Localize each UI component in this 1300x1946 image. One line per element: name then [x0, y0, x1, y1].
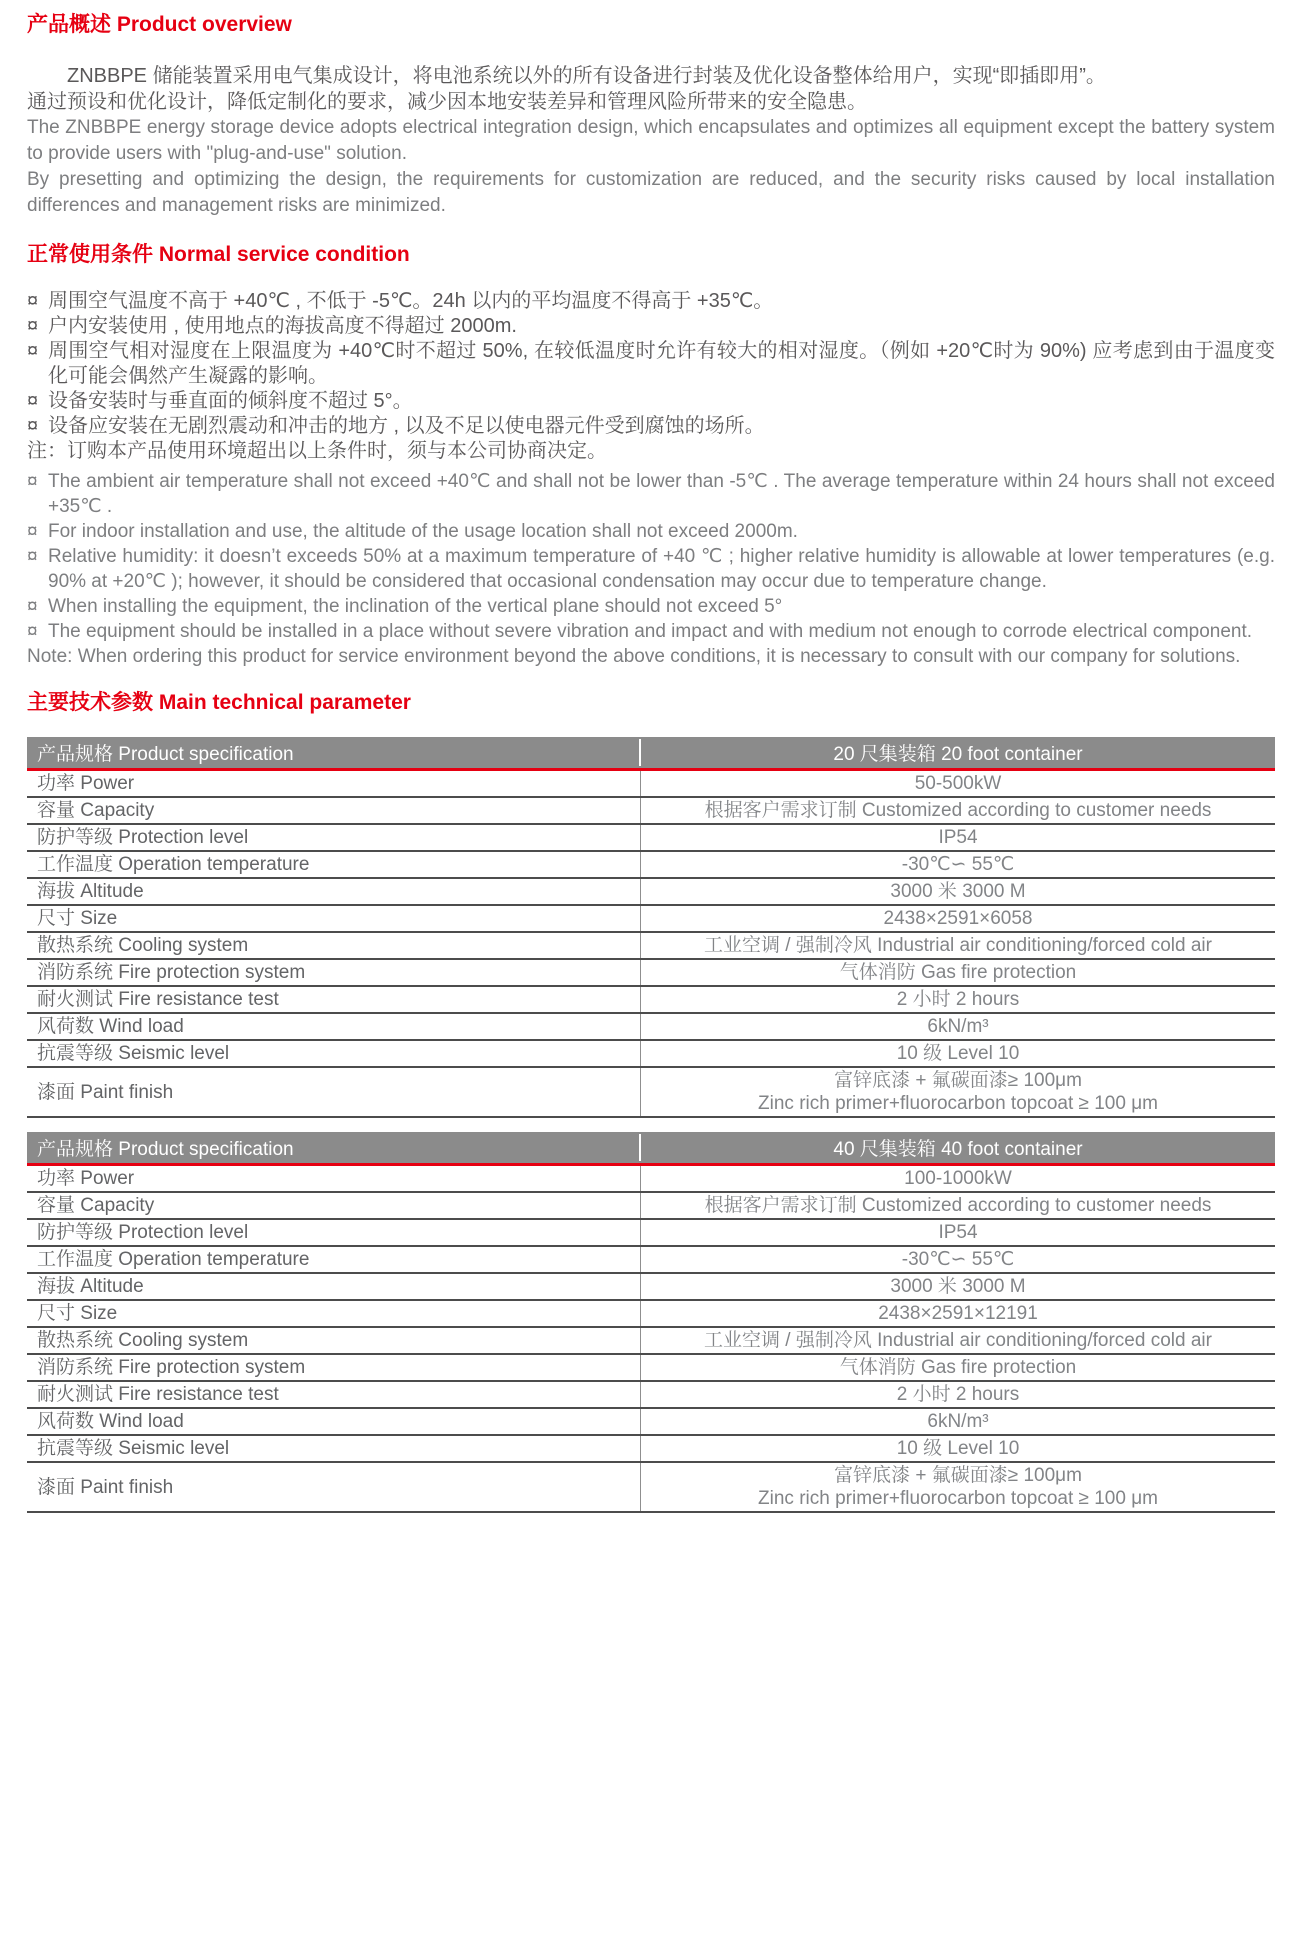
value-line: 2 小时 2 hours	[896, 1384, 1020, 1405]
row-label-cell: 海拔 Altitude	[27, 1274, 641, 1299]
spec-tables-container	[27, 737, 1275, 1513]
table-row	[27, 987, 1275, 1014]
table-row	[27, 1041, 1275, 1068]
row-label-cell: 散热系统 Cooling system	[27, 1328, 641, 1353]
row-value-cell	[641, 771, 1275, 796]
bullet-marker-icon: ¤	[27, 521, 38, 542]
bullet-item	[27, 619, 1275, 644]
bullet-marker-icon: ¤	[27, 390, 39, 412]
bullet-text: The ambient air temperature shall not exceed +40℃ and shall not be lower than -5℃ . The average temperature within 24 hours shall not exceed +35℃ .	[48, 471, 1275, 517]
overview-paragraph-zh-1: ZNBBPE 储能装置采用电气集成设计，将电池系统以外的所有设备进行封装及优化设备整体给用户，实现“即插即用”。	[67, 65, 1106, 87]
bullet-text: Relative humidity: it doesn’t exceeds 50% at a maximum temperature of +40 ℃ ; higher relative humidity is allowable at lower temperatures (e.g. 90% at +20℃ ); however, it should be considered that occasional condensation may occur due to temperature change.	[48, 546, 1275, 592]
value-line: Zinc rich primer+fluorocarbon topcoat ≥ 100 μm	[758, 1488, 1158, 1509]
row-value-cell	[641, 1068, 1275, 1116]
row-value-cell	[641, 1247, 1275, 1272]
bullet-item	[27, 544, 1275, 594]
bullet-item	[27, 389, 1275, 414]
bullet-item	[27, 469, 1275, 519]
bullet-marker-icon: ¤	[27, 471, 38, 492]
bullet-marker-icon: ¤	[27, 596, 38, 617]
row-value-cell	[641, 879, 1275, 904]
overview-intro-block	[27, 63, 1275, 219]
row-value-cell	[641, 1409, 1275, 1434]
value-line: -30℃∽ 55℃	[901, 1249, 1015, 1270]
spec-table	[27, 737, 1275, 1118]
value-line: 100-1000kW	[904, 1168, 1012, 1189]
value-line: 工业空调 / 强制冷风 Industrial air conditioning/forced cold air	[704, 935, 1212, 956]
bullet-item	[27, 644, 1275, 669]
table-row	[27, 771, 1275, 798]
overview-paragraph-zh-2: 通过预设和优化设计，降低定制化的要求，减少因本地安装差异和管理风险所带来的安全隐患。	[27, 91, 867, 113]
service-condition-list-en	[27, 469, 1275, 669]
table-row	[27, 1247, 1275, 1274]
bullet-text: 周围空气相对湿度在上限温度为 +40℃时不超过 50%, 在较低温度时允许有较大的相对湿度。（例如 +20℃时为 90%) 应考虑到由于温度变化可能会偶然产生凝露的影响。	[48, 340, 1275, 387]
row-label-cell: 耐火测试 Fire resistance test	[27, 1382, 641, 1407]
value-line: 3000 米 3000 M	[890, 881, 1026, 902]
table-row	[27, 1220, 1275, 1247]
section-heading-product-overview: 产品概述 Product overview	[27, 13, 292, 36]
bullet-marker-icon: ¤	[27, 315, 39, 337]
value-line: 气体消防 Gas fire protection	[839, 962, 1077, 983]
row-label-cell: 工作温度 Operation temperature	[27, 1247, 641, 1272]
table-row	[27, 1436, 1275, 1463]
value-line: 根据客户需求订制 Customized according to customer needs	[704, 800, 1212, 821]
table-header-row	[27, 1132, 1275, 1163]
overview-paragraph-en-2: By presetting and optimizing the design, the requirements for customization are reduced, and the security risks caused by local installation differences and management risks are minimized.	[27, 169, 1275, 216]
table-row	[27, 1409, 1275, 1436]
table-header-left-cell: 产品规格 Product specification	[27, 1134, 641, 1161]
bullet-item	[27, 519, 1275, 544]
bullet-item	[27, 414, 1275, 439]
table-row	[27, 1355, 1275, 1382]
table-row	[27, 1068, 1275, 1118]
service-condition-list-zh	[27, 289, 1275, 464]
value-line: 根据客户需求订制 Customized according to customer needs	[704, 1195, 1212, 1216]
value-line: 6kN/m³	[927, 1016, 989, 1037]
row-label-cell: 容量 Capacity	[27, 1193, 641, 1218]
row-value-cell	[641, 1193, 1275, 1218]
value-line: 10 级 Level 10	[896, 1438, 1020, 1459]
bullet-item	[27, 339, 1275, 389]
row-label-cell: 消防系统 Fire protection system	[27, 1355, 641, 1380]
value-line: 2438×2591×6058	[883, 908, 1033, 929]
row-value-cell	[641, 1463, 1275, 1511]
value-line: 6kN/m³	[927, 1411, 989, 1432]
bullet-text: 设备应安装在无剧烈震动和冲击的地方 , 以及不足以使电器元件受到腐蚀的场所。	[48, 415, 765, 437]
row-value-cell	[641, 1274, 1275, 1299]
overview-paragraph-en-1: The ZNBBPE energy storage device adopts electrical integration design, which encapsulates and optimizes all equipment except the battery system to provide users with "plug-and-use" solution.	[27, 117, 1275, 164]
bullet-item	[27, 594, 1275, 619]
section-heading-normal-service-condition: 正常使用条件 Normal service condition	[27, 243, 410, 266]
row-value-cell	[641, 933, 1275, 958]
row-label-cell: 耐火测试 Fire resistance test	[27, 987, 641, 1012]
bullet-item	[27, 439, 1275, 464]
row-value-cell	[641, 960, 1275, 985]
row-label-cell: 海拔 Altitude	[27, 879, 641, 904]
value-line: 工业空调 / 强制冷风 Industrial air conditioning/forced cold air	[704, 1330, 1212, 1351]
table-row	[27, 1382, 1275, 1409]
row-label-cell: 风荷数 Wind load	[27, 1409, 641, 1434]
bullet-marker-icon: ¤	[27, 546, 38, 567]
row-label-cell: 漆面 Paint finish	[27, 1463, 641, 1511]
row-label-cell: 抗震等级 Seismic level	[27, 1041, 641, 1066]
table-row	[27, 960, 1275, 987]
table-row	[27, 1301, 1275, 1328]
row-label-cell: 尺寸 Size	[27, 906, 641, 931]
row-label-cell: 尺寸 Size	[27, 1301, 641, 1326]
value-line: 2438×2591×12191	[878, 1303, 1038, 1324]
value-line: 10 级 Level 10	[896, 1043, 1020, 1064]
row-value-cell	[641, 987, 1275, 1012]
table-row	[27, 879, 1275, 906]
row-value-cell	[641, 798, 1275, 823]
row-label-cell: 防护等级 Protection level	[27, 825, 641, 850]
bullet-text: For indoor installation and use, the altitude of the usage location shall not exceed 2000m.	[48, 521, 798, 542]
row-label-cell: 消防系统 Fire protection system	[27, 960, 641, 985]
bullet-marker-icon: ¤	[27, 415, 39, 437]
value-line: 气体消防 Gas fire protection	[839, 1357, 1077, 1378]
bullet-marker-icon: ¤	[27, 621, 38, 642]
row-value-cell	[641, 1014, 1275, 1039]
row-value-cell	[641, 852, 1275, 877]
spec-table	[27, 1132, 1275, 1513]
bullet-marker-icon: ¤	[27, 290, 39, 312]
value-line: IP54	[938, 1222, 978, 1243]
row-label-cell: 风荷数 Wind load	[27, 1014, 641, 1039]
row-value-cell	[641, 1220, 1275, 1245]
row-value-cell	[641, 906, 1275, 931]
bullet-text: 户内安装使用 , 使用地点的海拔高度不得超过 2000m.	[48, 315, 517, 337]
table-row	[27, 798, 1275, 825]
bullet-marker-icon: ¤	[27, 340, 39, 362]
row-value-cell	[641, 1382, 1275, 1407]
bullet-text: 周围空气温度不高于 +40℃ , 不低于 -5℃。24h 以内的平均温度不得高于 +35℃。	[48, 290, 774, 312]
row-label-cell: 工作温度 Operation temperature	[27, 852, 641, 877]
table-row	[27, 1328, 1275, 1355]
row-value-cell	[641, 1166, 1275, 1191]
table-header-left-cell: 产品规格 Product specification	[27, 739, 641, 766]
bullet-text: When installing the equipment, the inclination of the vertical plane should not exceed 5°	[48, 596, 783, 617]
row-value-cell	[641, 1301, 1275, 1326]
table-header-right-cell: 40 尺集装箱 40 foot container	[833, 1139, 1083, 1160]
value-line: -30℃∽ 55℃	[901, 854, 1015, 875]
bullet-item	[27, 289, 1275, 314]
value-line: 2 小时 2 hours	[896, 989, 1020, 1010]
row-value-cell	[641, 1328, 1275, 1353]
value-line: 富锌底漆 + 氟碳面漆≥ 100μm	[834, 1465, 1082, 1486]
row-value-cell	[641, 1436, 1275, 1461]
table-row	[27, 852, 1275, 879]
row-label-cell: 防护等级 Protection level	[27, 1220, 641, 1245]
table-row	[27, 1463, 1275, 1513]
table-row	[27, 906, 1275, 933]
row-value-cell	[641, 1355, 1275, 1380]
value-line: IP54	[938, 827, 978, 848]
table-header-right-cell: 20 尺集装箱 20 foot container	[833, 744, 1083, 765]
row-label-cell: 漆面 Paint finish	[27, 1068, 641, 1116]
row-value-cell	[641, 1041, 1275, 1066]
bullet-text: 设备安装时与垂直面的倾斜度不超过 5°。	[48, 390, 413, 412]
bullet-text: The equipment should be installed in a place without severe vibration and impact and with medium not enough to corrode electrical component.	[48, 621, 1253, 642]
value-line: 富锌底漆 + 氟碳面漆≥ 100μm	[834, 1070, 1082, 1091]
table-row	[27, 933, 1275, 960]
row-label-cell: 容量 Capacity	[27, 798, 641, 823]
value-line: Zinc rich primer+fluorocarbon topcoat ≥ 100 μm	[758, 1093, 1158, 1114]
row-label-cell: 散热系统 Cooling system	[27, 933, 641, 958]
table-row	[27, 825, 1275, 852]
bullet-item	[27, 314, 1275, 339]
row-label-cell: 抗震等级 Seismic level	[27, 1436, 641, 1461]
table-row	[27, 1274, 1275, 1301]
bullet-text: 注：订购本产品使用环境超出以上条件时，须与本公司协商决定。	[27, 440, 607, 462]
table-row	[27, 1014, 1275, 1041]
row-label-cell: 功率 Power	[27, 1166, 641, 1191]
table-row	[27, 1166, 1275, 1193]
table-row	[27, 1193, 1275, 1220]
table-header-row	[27, 737, 1275, 768]
row-label-cell: 功率 Power	[27, 771, 641, 796]
bullet-text: Note: When ordering this product for service environment beyond the above conditions, it is necessary to consult with our company for solutions.	[27, 646, 1241, 667]
value-line: 50-500kW	[914, 773, 1002, 794]
value-line: 3000 米 3000 M	[890, 1276, 1026, 1297]
section-heading-main-technical-parameter: 主要技术参数 Main technical parameter	[27, 691, 411, 714]
row-value-cell	[641, 825, 1275, 850]
